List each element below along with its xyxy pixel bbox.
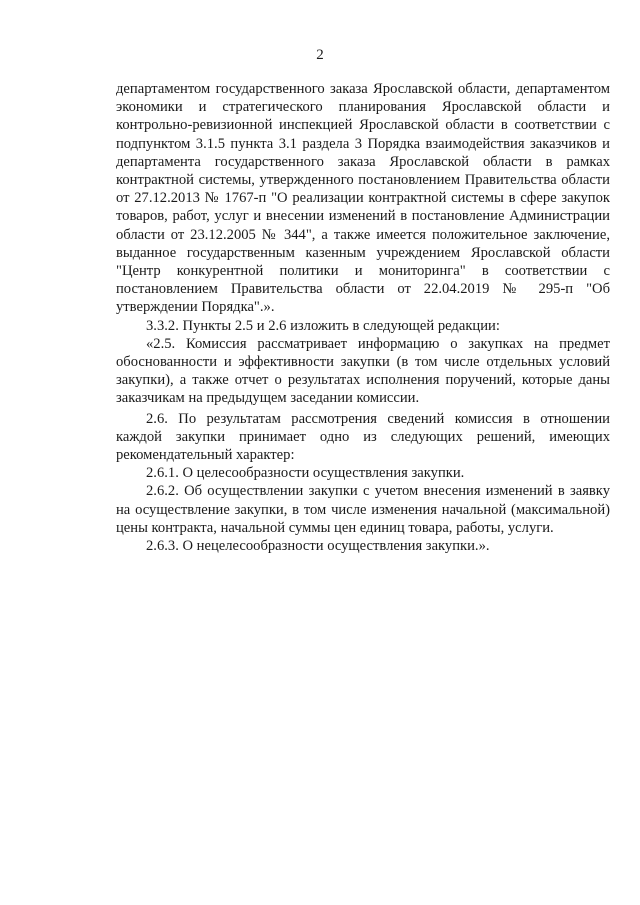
paragraph-3-3-2: 3.3.2. Пункты 2.5 и 2.6 изложить в следующей редакции: [146,317,500,334]
paragraph-continuation: департаментом государственного заказа Ярославской области, департаментом экономики и стратегического планирования Ярославской области и контрольно-ревизионной инспекцией Ярославской области в соответствии с подпунктом 3.1.5 пункта 3.1 раздела 3 Порядка взаимодействия заказчиков и департамента государственного заказа Ярославской области в рамках контрактной системы, утвержденного постановлением Правительства области от 27.12.2013 № 1767-п "О реализации контрактной системы в сфере закупок товаров, работ, услуг и внесении изменений в постановление Администрации области от 23.12.2005 № 344", а также имеется положительное заключение, выданное государственным казенным учреждением Ярославской области "Центр конкурентной политики и мониторинга" в соответствии с постановлением Правительства области от 22.04.2019 № 295-п "Об утверждении Порядка".». [116,81,610,316]
document-body [116,80,610,555]
page-number: 2 [316,47,324,63]
paragraph-2-5: «2.5. Комиссия рассматривает информацию о закупках на предмет обоснованности и эффективности закупки (в том числе отдельных условий закупки), а также отчет о результатах исполнения поручений, которые даны заказчикам на предыдущем заседании комиссии. [116,335,610,407]
paragraph-2-6-2: 2.6.2. Об осуществлении закупки с учетом внесения изменений в заявку на осуществление закупки, в том числе изменения начальной (максимальной) цены контракта, начальной суммы цен единиц товара, работы, услуги. [116,483,610,536]
paragraph-2-6: 2.6. По результатам рассмотрения сведений комиссия в отношении каждой закупки принимает одно из следующих решений, имеющих рекомендательный характер: [116,410,610,464]
paragraph-2-6-1: 2.6.1. О целесообразности осуществления закупки. [146,465,465,482]
paragraph-2-6-3: 2.6.3. О нецелесообразности осуществления закупки.». [146,538,490,555]
